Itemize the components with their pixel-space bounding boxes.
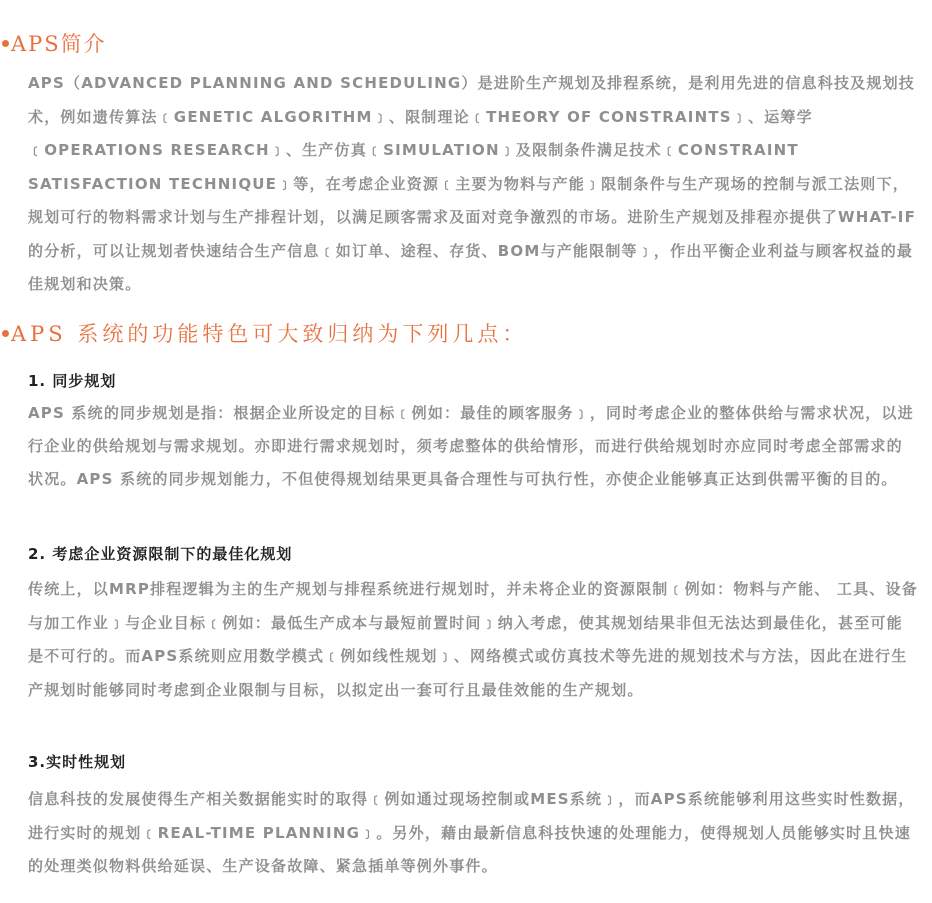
feature-text-realtime-planning: 信息科技的发展使得生产相关数据能实时的取得﹝例如通过现场控制或MES系统﹞，而APS系统能够利用这些实时性数据，进行实时的规划﹝REAL-TIME PLANNING﹞。另外，藉由最新信息科技快速的处理能力，使得规划人员能够实时且快速的处理类似物料供给延误、生产设备故障、紧急插单等例外事件。: [28, 790, 915, 875]
section-heading-aps-intro: [2, 28, 107, 58]
feature-text-sync-planning: APS 系统的同步规划是指：根据企业所设定的目标﹝例如：最佳的顾客服务﹞，同时考虑企业的整体供给与需求状况，以进行企业的供给规划与需求规划。亦即进行需求规划时，须考虑整体的供给情形，而进行供给规划时亦应同时考虑全部需求的状况。APS 系统的同步规划能力，不但使得规划结果更具备合理性与可执行性，亦使企业能够真正达到供需平衡的目的。: [28, 404, 914, 488]
intro-paragraph: APS（ADVANCED PLANNING AND SCHEDULING）是进阶生产规划及排程系统，是利用先进的信息科技及规划技术，例如遗传算法﹝GENETIC ALGORITHM﹞、限制理论﹝THEORY OF CONSTRAINTS﹞、运筹学 ﹝OPERATIONS RESEARCH﹞、生产仿真﹝SIMULATION﹞及限制条件满足技术﹝CONSTRAINT SATISFACTION TECHNIQUE﹞等，在考虑企业资源﹝主要为物料与产能﹞限制条件与生产现场的控制与派工法则下，规划可行的物料需求计划与生产排程计划，以满足顾客需求及面对竞争激烈的市场。进阶生产规划及排程亦提供了WHAT-IF 的分析，可以让规划者快速结合生产信息﹝如订单、途程、存货、BOM与产能限制等﹞，作出平衡企业利益与顾客权益的最佳规划和决策。: [28, 74, 917, 293]
dot-bullet-icon: [2, 40, 9, 47]
feature-heading-realtime-planning: 3.实时性规划: [28, 753, 127, 771]
feature-text-constrained-optimization: 传统上，以MRP排程逻辑为主的生产规划与排程系统进行规划时，并未将企业的资源限制﹝例如：物料与产能、 工具、设备与加工作业﹞与企业目标﹝例如：最低生产成本与最短前置时间﹞纳入考虑，使其规划结果非但无法达到最佳化，甚至可能是不可行的。而APS系统则应用数学模式﹝例如线性规划﹞、网络模式或仿真技术等先进的规划技术与方法，因此在进行生产规划时能够同时考虑到企业限制与目标，以拟定出一套可行且最佳效能的生产规划。: [28, 580, 918, 699]
section-heading-features: [2, 318, 527, 348]
dot-bullet-icon: [2, 330, 9, 337]
section-title: APS 系统的功能特色可大致归纳为下列几点：: [11, 322, 528, 346]
feature-heading-sync-planning: 1. 同步规划: [28, 372, 117, 390]
section-title: APS简介: [11, 32, 107, 56]
feature-heading-constrained-optimization: 2. 考虑企业资源限制下的最佳化规划: [28, 545, 293, 563]
